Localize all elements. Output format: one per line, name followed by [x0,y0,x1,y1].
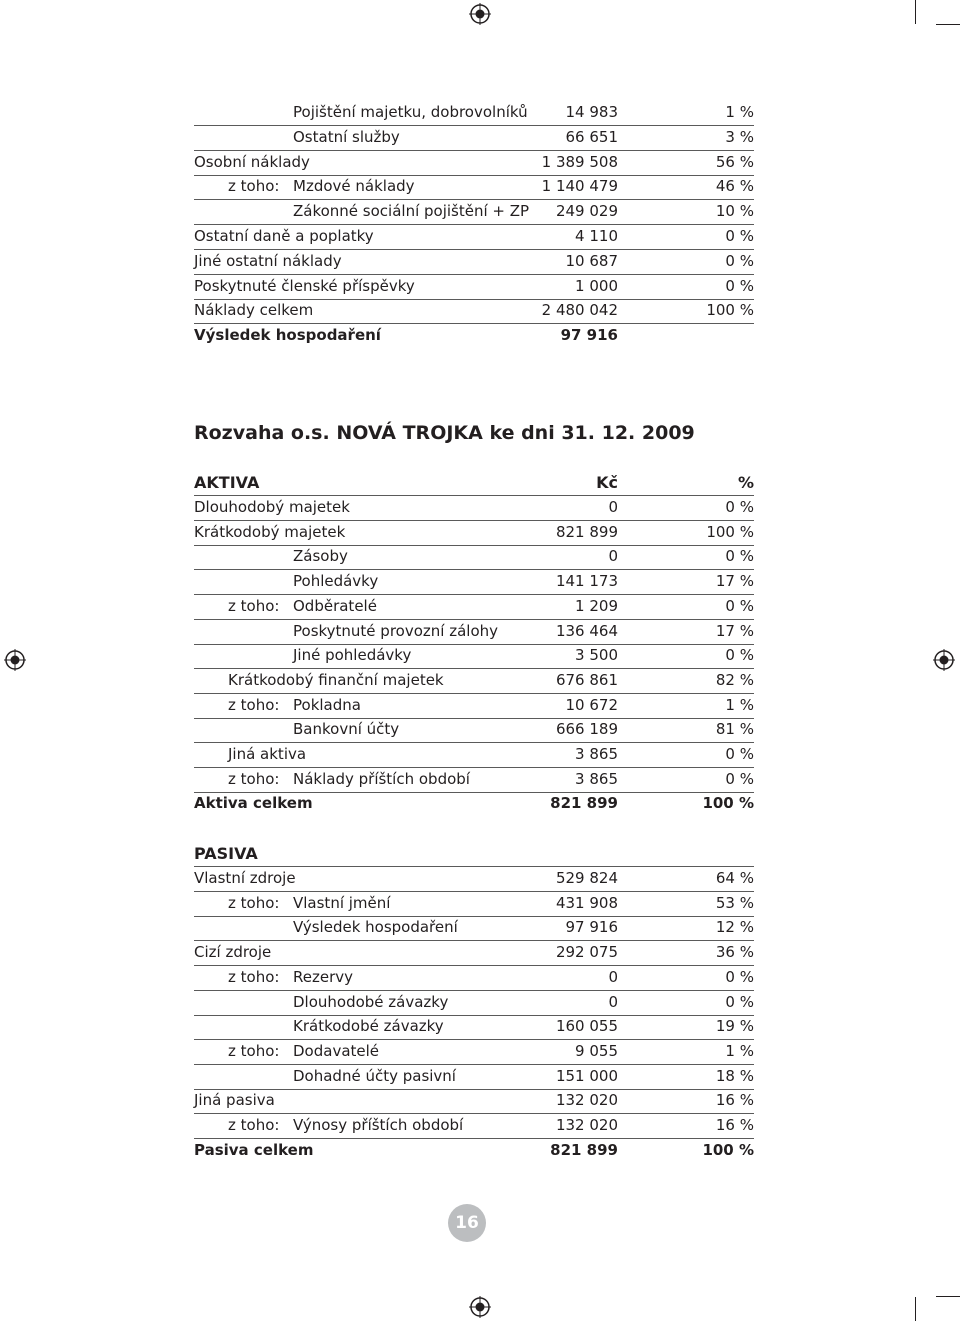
row-label: Zásoby [293,547,348,565]
table-row [194,544,754,570]
row-label: Zákonné sociální pojištění + ZP [293,202,530,220]
row-amount: 2 480 042 [541,301,618,319]
table-row [194,693,754,719]
row-percent: 10 % [715,202,754,220]
row-amount: 249 029 [555,202,618,220]
row-label: Poskytnuté členské příspěvky [194,277,415,295]
row-label: Dohadné účty pasivní [293,1067,456,1085]
table-row [194,125,754,151]
table-row [194,1039,754,1065]
table-row [194,520,754,546]
row-prefix: z toho: [228,1042,280,1060]
row-percent: 0 % [725,498,754,516]
table-row [194,791,754,816]
row-amount: 97 916 [560,326,618,344]
row-label: Krátkodobé závazky [293,1017,444,1035]
row-percent: 100 % [706,523,754,541]
row-label: Náklady příštích období [293,770,470,788]
row-percent: 56 % [715,153,754,171]
table-row [194,594,754,620]
row-label: Cizí zdroje [194,943,272,961]
row-percent: 36 % [715,943,754,961]
row-percent: 0 % [725,227,754,245]
row-percent: 16 % [715,1091,754,1109]
row-amount: 141 173 [555,572,618,590]
crop-mark [936,1296,960,1297]
row-prefix: z toho: [228,968,280,986]
row-amount: 132 020 [555,1116,618,1134]
row-amount: 4 110 [575,227,618,245]
row-percent: 0 % [725,252,754,270]
table-row [194,1064,754,1090]
table-row [194,1138,754,1163]
row-percent: % [737,473,754,492]
row-label: Ostatní služby [293,128,400,146]
row-prefix: z toho: [228,1116,280,1134]
registration-mark-icon [469,3,491,25]
row-amount: 9 055 [575,1042,618,1060]
table-row [194,990,754,1016]
table-row [194,866,754,892]
table-row [194,965,754,991]
row-amount: 821 899 [550,1141,618,1159]
row-amount: 0 [608,968,618,986]
row-amount: 1 000 [575,277,618,295]
row-amount: 0 [608,547,618,565]
row-label: Jiná pasiva [194,1091,275,1109]
row-label: Pokladna [293,696,361,714]
row-percent: 100 % [706,301,754,319]
row-percent: 3 % [725,128,754,146]
row-amount: 10 687 [565,252,618,270]
row-percent: 0 % [725,993,754,1011]
row-label: Mzdové náklady [293,177,415,195]
table-row [194,717,754,743]
row-amount: 821 899 [555,523,618,541]
table-row [194,668,754,694]
row-amount: 529 824 [555,869,618,887]
row-amount: 1 209 [575,597,618,615]
registration-mark-icon [4,649,26,671]
row-amount: 66 651 [565,128,618,146]
table-row [194,100,754,126]
row-amount: 821 899 [550,794,618,812]
row-amount: 136 464 [555,622,618,640]
row-label: Pohledávky [293,572,379,590]
table-row [194,569,754,595]
crop-mark [936,24,960,25]
table-row [194,1088,754,1114]
row-prefix: z toho: [228,894,280,912]
row-percent: 16 % [715,1116,754,1134]
row-label: Pojištění majetku, dobrovolníků [293,103,528,121]
row-amount: 151 000 [555,1067,618,1085]
row-prefix: z toho: [228,770,280,788]
row-percent: 1 % [725,1042,754,1060]
row-amount: 132 020 [555,1091,618,1109]
row-amount: 0 [608,498,618,516]
table-row [194,298,754,324]
table-row [194,940,754,966]
row-prefix: z toho: [228,696,280,714]
table-row [194,643,754,669]
row-percent: 100 % [702,1141,754,1159]
row-percent: 64 % [715,869,754,887]
row-amount: 0 [608,993,618,1011]
row-amount: 431 908 [555,894,618,912]
row-label: Výsledek hospodaření [194,326,381,344]
row-percent: 100 % [702,794,754,812]
row-amount: 14 983 [565,103,618,121]
row-label: Krátkodobý majetek [194,523,346,541]
row-percent: 82 % [715,671,754,689]
row-label: Dodavatelé [293,1042,380,1060]
table-row [194,1113,754,1139]
table-row [194,150,754,176]
row-prefix: z toho: [228,177,280,195]
row-label: Výsledek hospodaření [293,918,458,936]
row-label: Aktiva celkem [194,794,313,812]
row-amount: 1 140 479 [541,177,618,195]
row-label: Osobní náklady [194,153,310,171]
row-label: Vlastní zdroje [194,869,296,887]
row-prefix: z toho: [228,597,280,615]
row-amount: 3 865 [575,745,618,763]
row-label: Odběratelé [293,597,377,615]
row-amount: 97 916 [565,918,618,936]
row-percent: 17 % [715,622,754,640]
row-amount: 10 672 [565,696,618,714]
assets-header [194,470,754,496]
row-percent: 12 % [715,918,754,936]
row-percent: 0 % [725,968,754,986]
row-percent: 1 % [725,103,754,121]
table-row [194,619,754,645]
table-row [194,767,754,793]
row-percent: 18 % [715,1067,754,1085]
row-amount: 3 865 [575,770,618,788]
table-row [194,274,754,300]
row-label: Výnosy příštích období [293,1116,464,1134]
crop-mark [915,1297,916,1321]
row-percent: 17 % [715,572,754,590]
liabilities-header [194,841,754,867]
table-row [194,323,754,348]
row-label: PASIVA [194,844,258,863]
row-amount: 1 389 508 [541,153,618,171]
row-percent: 81 % [715,720,754,738]
row-percent: 19 % [715,1017,754,1035]
row-label: Dlouhodobé závazky [293,993,449,1011]
table-row [194,915,754,941]
table-row [194,742,754,768]
table-row [194,199,754,225]
row-percent: 53 % [715,894,754,912]
page-number-badge: 16 [448,1204,486,1242]
table-row [194,224,754,250]
row-percent: 0 % [725,745,754,763]
registration-mark-icon [933,649,955,671]
row-amount: 3 500 [575,646,618,664]
row-label: Rezervy [293,968,353,986]
row-percent: 0 % [725,770,754,788]
row-label: Jiné ostatní náklady [194,252,342,270]
row-label: AKTIVA [194,473,260,492]
row-label: Vlastní jmění [293,894,391,912]
row-label: Krátkodobý finanční majetek [228,671,444,689]
table-row [194,174,754,200]
table-row [194,891,754,917]
table-row [194,495,754,521]
row-label: Ostatní daně a poplatky [194,227,374,245]
row-label: Jiné pohledávky [293,646,412,664]
row-label: Pasiva celkem [194,1141,314,1159]
table-row [194,249,754,275]
row-amount: 292 075 [555,943,618,961]
row-percent: 0 % [725,277,754,295]
row-label: Dlouhodobý majetek [194,498,350,516]
registration-mark-icon [469,1296,491,1318]
row-label: Náklady celkem [194,301,314,319]
row-percent: 0 % [725,547,754,565]
crop-mark [915,0,916,24]
row-label: Jiná aktiva [228,745,307,763]
row-amount: 160 055 [555,1017,618,1035]
row-amount: 666 189 [555,720,618,738]
balance-sheet-title: Rozvaha o.s. NOVÁ TROJKA ke dni 31. 12. 2009 [194,422,695,444]
row-label: Poskytnuté provozní zálohy [293,622,499,640]
row-percent: 1 % [725,696,754,714]
row-percent: 0 % [725,646,754,664]
row-percent: 0 % [725,597,754,615]
row-label: Bankovní účty [293,720,400,738]
row-amount: Kč [596,473,618,492]
row-percent: 46 % [715,177,754,195]
row-amount: 676 861 [555,671,618,689]
table-row [194,1014,754,1040]
